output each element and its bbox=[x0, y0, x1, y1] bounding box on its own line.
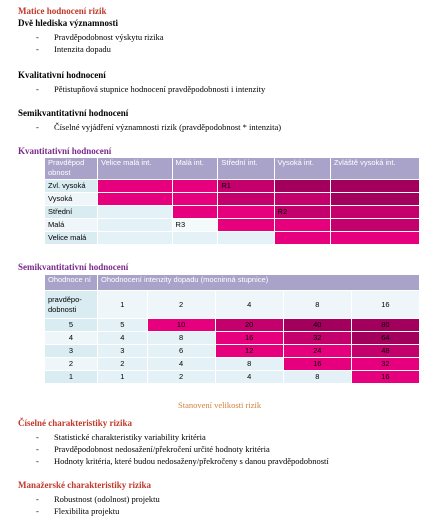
table-corner: Ohodnoce ní bbox=[45, 275, 98, 291]
table-row: Střední R2 bbox=[45, 206, 420, 219]
semikvantitativni-table: Ohodnoce ní Ohodnocení intenzity dopadu (mocninná stupnice) pravděpo- dobnosti 1 2 4 8 16 5 5 10 20 40 80 4 4 8 16 32 64 3 3 6 12 24 48 2 2 4 8 16 32 1 1 2 4 8 16 bbox=[44, 274, 420, 384]
list-item: - Statistické charakteristiky variability kritéria bbox=[36, 432, 206, 442]
table-header: Ohodnocení intenzity dopadu (mocninná stupnice) bbox=[98, 275, 420, 291]
table-row: 5 5 10 20 40 80 bbox=[45, 319, 420, 332]
list-item: - Hodnoty kritéria, které budou nedosaženy/překročeny s danou pravděpodobností bbox=[36, 456, 329, 466]
table-header: Malá int. bbox=[172, 158, 218, 180]
table-header: Velice malá int. bbox=[98, 158, 173, 180]
kvalitativni-heading: Kvalitativní hodnocení bbox=[18, 70, 106, 80]
kvantitativni-table bbox=[44, 157, 420, 245]
semikvantitativni-heading: Semikvantitativní hodnocení bbox=[18, 108, 129, 118]
table-row: 2 2 4 8 16 32 bbox=[45, 358, 420, 371]
list-item: - Pravděpodobnost výskytu rizika bbox=[36, 32, 164, 42]
table-row: Zvl. vysoká R1 bbox=[45, 180, 420, 193]
table-row: 1 1 2 4 8 16 bbox=[45, 371, 420, 384]
dve-hlediska-heading: Dvě hlediska významnosti bbox=[18, 18, 119, 28]
list-item: - Intenzita dopadu bbox=[36, 44, 111, 54]
table-corner: Pravděpod obnost bbox=[45, 158, 98, 180]
list-item: - Číselné vyjádření významnosti rizik (pravděpodobnost * intenzita) bbox=[36, 122, 282, 132]
stanoveni-caption: Stanovení velikosti rizik bbox=[178, 400, 262, 410]
table-row: Velice malá bbox=[45, 232, 420, 245]
table-header: Vysoká int. bbox=[274, 158, 330, 180]
list-item: - Pětistupňová stupnice hodnocení pravděpodobnosti i intenzity bbox=[36, 84, 266, 94]
matice-title: Matice hodnocení rizik bbox=[18, 6, 107, 16]
ciselne-title: Číselné charakteristiky rizika bbox=[18, 418, 132, 428]
table-row: 4 4 8 16 32 64 bbox=[45, 332, 420, 345]
table-header: Střední int. bbox=[218, 158, 274, 180]
table-corner: pravděpo- dobnosti bbox=[45, 291, 98, 319]
table-row: 3 3 6 12 24 48 bbox=[45, 345, 420, 358]
semikv-table-title: Semikvantitativní hodnocení bbox=[18, 262, 129, 272]
list-item: - Robustnost (odolnost) projektu bbox=[36, 494, 160, 504]
list-item: - Flexibilita projektu bbox=[36, 506, 120, 516]
table-row: Vysoká bbox=[45, 193, 420, 206]
manazerske-title: Manažerské charakteristiky rizika bbox=[18, 480, 151, 490]
kvantitativni-title: Kvantitativní hodnocení bbox=[18, 146, 112, 156]
table-row: Malá R3 bbox=[45, 219, 420, 232]
table-header: Zvláště vysoká int. bbox=[330, 158, 419, 180]
list-item: - Pravděpodobnost nedosažení/překročení určité hodnoty kritéria bbox=[36, 444, 270, 454]
